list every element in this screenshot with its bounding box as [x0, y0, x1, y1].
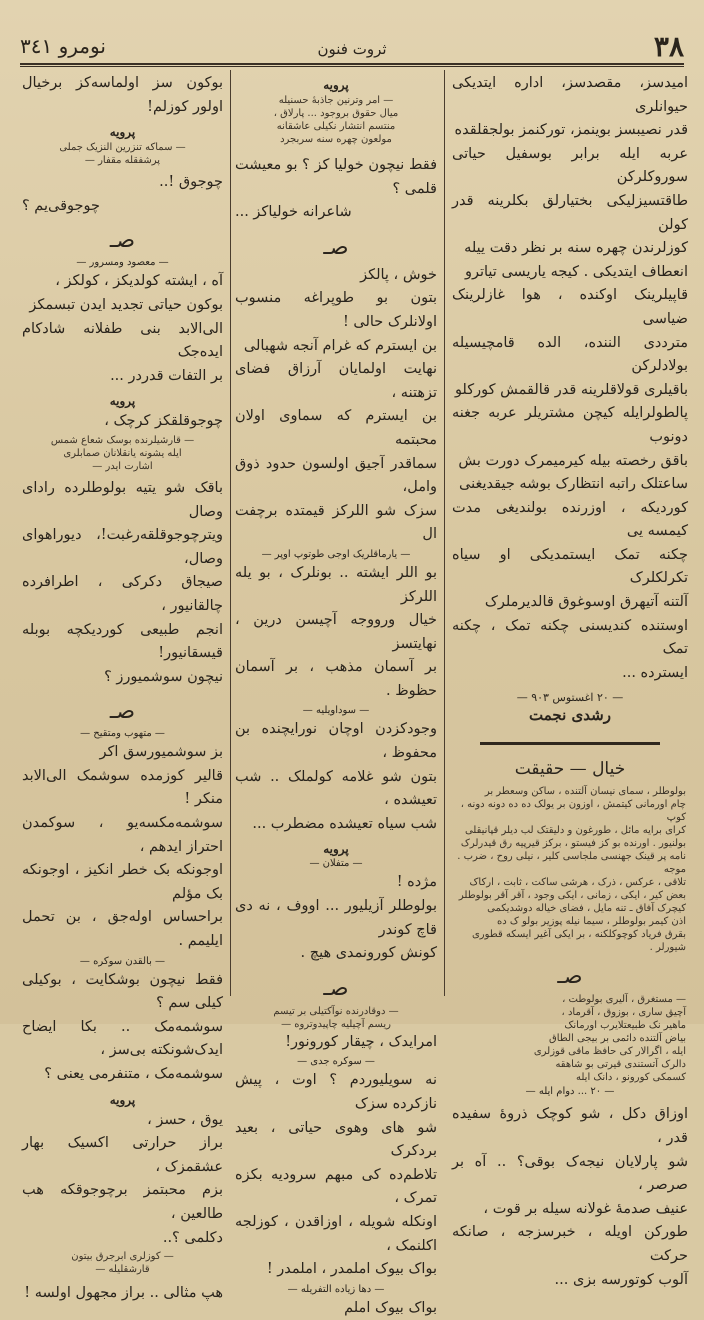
- verse-line: مژده !: [396, 874, 437, 891]
- text-line: ایسترده ...: [622, 664, 688, 681]
- verse-line: عنیف صدمهٔ غولانه سیله بر قوت ،: [483, 1200, 688, 1217]
- speaker-glyph: صـ: [323, 975, 349, 1001]
- stanza-credit: [450, 993, 690, 1084]
- verse-line: چوجوق !..: [159, 174, 223, 191]
- credit-line: دالرک آتستندی قیرتی بو شاهقه: [555, 1059, 686, 1071]
- ornament-glyph: صـ: [557, 964, 583, 990]
- stage-direction: — امر وترنین جاذبهٔ حسنیله: [278, 95, 394, 106]
- page-header: [20, 28, 684, 62]
- credit-line: ایله ، اگرالار کی حافظ ماقی قوزلری: [533, 1046, 686, 1058]
- stage-direction: — دوقادرنده نوآکتیلی بر تیسم: [273, 1005, 399, 1017]
- stage-direction: قارشقلیله —: [95, 1264, 150, 1276]
- stage-direction: ریسم آچیلیه چاپیدوتروه —: [281, 1018, 391, 1030]
- verse-line: یوق ، حسز ،: [147, 1111, 223, 1128]
- verse-line: نیچون سوشمیورز ؟: [104, 668, 223, 685]
- text-line: باقیلری قولاقلرینه قدر قالقمش کورکلو: [454, 381, 688, 398]
- text-line: کوردیکه ، اوزرنده بولندیغی مدت کیمسه یی: [452, 499, 688, 540]
- verse-line: بولوطلر آزیلیور ... اووف ، نه دی قاچ کوندر: [235, 898, 437, 938]
- verse-line: آه ، ایشته کولدیکز ، کولکز ،: [55, 273, 223, 290]
- verse-line: بن ایسترم که سماوی اولان محبتمه: [235, 408, 437, 448]
- verse-line: هپ مثالی .. براز مجهول اولسه !: [24, 1285, 223, 1302]
- stage-direction: — سوداویلیه —: [302, 705, 370, 717]
- header-rule-thin: [20, 66, 684, 67]
- text-line: عربه ایله برابر بوسفیل حیاتی سوروکلرکن: [452, 145, 688, 186]
- stage-direction: — بالقدن سوکره —: [79, 955, 166, 967]
- verse-line: اونکله شویله ، اوزاقدن ، کوزلجه اکلنمک ،: [235, 1213, 437, 1254]
- column-divider-right: [444, 70, 445, 996]
- verse-line: بر التفات قدردر ...: [110, 367, 223, 384]
- verse-line: نهایت اولمایان آرزاق فضای تزهتنه ،: [235, 361, 437, 401]
- speaker-label: پرویه: [109, 1092, 136, 1107]
- verse-line: دکلمی ؟..: [162, 1229, 223, 1246]
- verse-line: اوزاق دکل ، شو کوچک ذروهٔ سفیده قدر ،: [452, 1106, 688, 1147]
- epigraph-line: چام اورمانی کیتمش ، اوزون بر یولک ده ده دونه دونه ، کوپ: [460, 799, 686, 824]
- author-signature: رشدی نجمت: [529, 706, 611, 725]
- stage-direction: — دها زیاده التفریله —: [287, 1283, 385, 1295]
- stage-direction: — متفلان —: [309, 858, 363, 870]
- verse-line: خوش ، پالکز: [360, 266, 437, 283]
- stage-direction: — کوزلری ابرجرق بیتون: [71, 1251, 174, 1263]
- poem-title: خیال — حقیقت: [514, 759, 626, 780]
- verse-line: بزم محبتمز برچوجوقکه هب طالعین ،: [22, 1182, 223, 1222]
- verse-line: فقط نیچون خولیا کز ؟ بو معیشت قلمی ؟: [235, 157, 437, 197]
- text-line: امیدسز، مقصدسز، اداره ایتدیکی حیوانلری: [452, 75, 688, 115]
- page-number: ٣٨: [653, 30, 684, 63]
- verse-line: شو پارلایان نیجه‌ک بوقی؟ .. آه بر صرصر ،: [452, 1153, 688, 1194]
- verse-line: آلوب کوتورسه بزی ...: [554, 1271, 688, 1288]
- epigraph-line: بقرق فریاد کوچوکلکنه ، بر ایکی آغیر ایسکه قطوری: [471, 929, 686, 941]
- stage-direction: میال حقوق بروجود ... پارلاق ،: [273, 108, 399, 119]
- text-line: طاقتسیزلیکی بختیارلق بکلرینه قدر کولن: [452, 192, 688, 233]
- verse-line: بواک بیوک املم: [344, 1299, 437, 1316]
- text-line: قاپیلرینک اوکنده ، هوا غازلرینک ضیاسی: [452, 287, 688, 327]
- verse-line: خیال ورووجه آچیسن درین ، نهایتسز: [235, 612, 437, 652]
- section-rule: [480, 742, 660, 745]
- epigraph: [450, 785, 690, 954]
- story-text: [450, 72, 690, 685]
- verse-line: براحساس اوله‌جق ، بن تحمل ایلیمم .: [22, 909, 223, 950]
- epigraph-line: نامه پر قینک جهنسی ملجاسی کلیر ، نیلی روح ، ضرب . موجه: [457, 851, 686, 876]
- verse-line: وجودکزدن اوچان نورایچنده بن محفوظ ،: [235, 721, 437, 762]
- speaker-glyph: صـ: [323, 234, 349, 260]
- verse-line: الی‌الابد بنی طفلانه شادکام ایده‌جک: [22, 320, 223, 361]
- epigraph-line: بولوطلر ، سمای نیسان آلتنده ، ساکن وسعطر بر: [484, 786, 686, 798]
- speaker-label: پرویه: [109, 394, 136, 409]
- text-line: اوستنده کندیسنی چکنه تمک ، چکنه تمک: [452, 617, 688, 658]
- verse-line: شاعرانه خولیاکز ...: [235, 204, 352, 221]
- epigraph-line: اذن کیمر بولوطلر ، سیما نیله پوزیر بولو ک ده: [496, 916, 686, 928]
- verse-line: بز سوشمیورسق اکر: [99, 744, 223, 761]
- text-line: کوزلرندن چهره سنه بر نظر دقت ییله: [464, 240, 688, 257]
- stage-direction: — متهوب ومتقیح —: [80, 728, 165, 740]
- verse-line: سزک شو اللرکز قیمتده برچفت ال: [235, 502, 437, 543]
- stage-direction: ایله یشونه یانقلانان صمابلری: [63, 447, 182, 459]
- verse-line: سماقدر آجیق اولسون حدود ذوق وامل،: [235, 455, 437, 496]
- verse-line: امرایدک ، چیقار کورونور!: [285, 1033, 437, 1050]
- verse-line: سوشمه‌مکسه‌یو ، سوکمدن احتراز ایدهم ،: [22, 815, 223, 855]
- verse-line: چوجوقی‌یم ؟: [22, 197, 100, 214]
- journal-title: ثروت فنون: [317, 40, 387, 58]
- verse-line: طورکن اویله ، خبرسزجه ، صانکه حرکت: [452, 1224, 688, 1264]
- text-line: انعطاف ایتدیکی . کیجه یاریسی تیاترو: [464, 263, 688, 280]
- credit-line: آچیق ساری ، بوزوق ، آقرماد ،: [561, 1007, 686, 1019]
- credit-line: — مستغرق ، آلیری بولوطت ،: [562, 994, 686, 1006]
- text-line: آلتنه آتیهرق اوسوغوق قالدیرملرک: [484, 594, 688, 611]
- credit-line: ماهیر نک طبیعتلایرب اورمانک: [564, 1020, 686, 1032]
- speaker-label: پرویه: [323, 842, 349, 857]
- header-rule: [20, 63, 684, 65]
- text-line: مترددی الننده، الده قامچیسیله بولادلرکن: [452, 334, 688, 375]
- speaker-label: پرویه: [109, 125, 136, 140]
- text-line: باقق رخصته بیله کیرمیمرک دورت بش: [458, 452, 688, 469]
- verse-line: باقک شو یتیه بولوطلرده رادای وصال: [22, 479, 223, 520]
- stage-direction: — یارماقلریک اوجی طوتوپ اوپر —: [261, 548, 411, 560]
- verse-line: بو اللر ایشته .. بونلرک ، بو یله اللرکز: [235, 564, 437, 605]
- verse-line: اوجونکه بک خطر انکیز ، اوجونکه بک مؤلم: [22, 862, 223, 902]
- credit-line: کسمکی کورونو ، دانک ایله: [576, 1072, 686, 1084]
- verse-line: شب سیاه تعیشده مضطرب ...: [252, 815, 437, 832]
- speaker-glyph: صـ: [109, 699, 136, 725]
- text-line: ساعتلک راتبه انتظارک بوشه جیقدیغنی: [459, 476, 688, 493]
- verse-line: نه سویلیوردم ؟ اوت ، پیش نازکرده سزک: [235, 1072, 437, 1112]
- stage-direction: مولعون چهره سنه سربجرد: [280, 134, 392, 145]
- stage-direction: — معصود ومسرور —: [76, 257, 169, 269]
- verse-line: چوجوقلقکز کرچک ،: [104, 413, 223, 430]
- epigraph-line: تلاقی ، عرکس ، ذرک ، هرشی ساکت ، ثابت ، ارکاک: [469, 877, 686, 889]
- speaker-label: پرویه: [323, 78, 349, 92]
- verse-line: شو های وهوی حیاتی ، بعید بردکرک: [235, 1119, 437, 1160]
- verse-line: سوشمه‌مک .. بکا ایضاح ایدک‌شونکته بی‌سز ،: [22, 1018, 223, 1059]
- verse-line: بوکون سز اولماسه‌کز برخیال اولور کوزلم!: [22, 75, 223, 115]
- epigraph-line: شیورلر .: [649, 942, 686, 954]
- verse-line: بتون بو طوپراغه منسوب اولانلرک حالی !: [235, 290, 437, 330]
- verse-line: قالیر کوزمده سوشمک الی‌الابد منکر !: [22, 767, 223, 808]
- verse-line: انجم طبیعی کوردیکچه بوبله قیسقانیور!: [22, 621, 223, 662]
- epigraph-line: کرای برایه مائل ، طورغون و دلیقتک لب دیلر قپانیقلی: [464, 825, 686, 837]
- stage-direction: — سماکه تنزرین النزیک جملی: [59, 142, 186, 154]
- verse-line: تلاطم‌ده کی مبهم سرودیه بکزه تمرک ،: [235, 1166, 437, 1207]
- column-left: [20, 72, 225, 1302]
- column-middle: [233, 72, 439, 1316]
- verse-line: بن ایسترم که غرام آنجه شهبالی: [243, 337, 437, 354]
- verse-line: بواک بیوک املمدر ، املمدر !: [266, 1261, 437, 1278]
- credit-line: بیاض آلتنده دائمی بر بیجی الطاق: [548, 1033, 686, 1045]
- speaker-glyph: صـ: [109, 228, 136, 254]
- stage-direction: منتسم انتشار نکیلی عاشقانه: [276, 121, 396, 132]
- column-divider-left: [230, 70, 231, 996]
- epigraph-line: بولنیور . اورنده بو کز فیستو ، برکز قیرپیه رق قیدرلرک: [460, 838, 686, 850]
- verse-line: بوکون حیاتی تجدید ایدن تبسمکز: [29, 296, 223, 313]
- stage-direction: — قارشیلرنده بوسک شعاع شمس: [50, 434, 195, 446]
- issue-number: نومرو ٣٤١: [20, 34, 106, 58]
- verse-line: فقط نیچون بوشکایت ، بوکیلی کیلی سم ؟: [22, 971, 223, 1012]
- text-line: پالطولرایله کیچن مشتریلر عربه جغنه دونوب: [452, 405, 688, 445]
- stanza-date: — ٢٠ ... دوام ایله —: [525, 1086, 615, 1098]
- text-line: قدر نصیبسز بوینمز، تورکنمز بولجقلقده: [454, 122, 688, 139]
- verse-line: سوشمه‌مک ، متنفرمی یعنی ؟: [44, 1066, 223, 1082]
- verse-line: بتون شو غلامه کولملک .. شب تعیشده ،: [235, 768, 437, 809]
- verse-line: کونش کورونمدی هیچ .: [300, 945, 437, 962]
- stage-direction: اشارت ایدر —: [92, 460, 153, 472]
- verse-line: بر آسمان مذهب ، بر آسمان حظوظ .: [235, 659, 437, 699]
- verse-line: براز حرارتی اکسیک بهار عشقمزک ،: [22, 1135, 223, 1175]
- story-date: — ٢٠ اغستوس ٩٠٣ —: [516, 691, 624, 705]
- verse-line: صیجاق دکرکی ، اطرافرده چالقانیور ،: [22, 574, 223, 614]
- column-right: [450, 72, 690, 1288]
- text-line: چکنه تمک ایستمدیکی او سیاه تکرلکلرک: [452, 546, 688, 587]
- verse-line: ویترچوجوقلقه‌رغبت!، دیوراهوای وصال،: [22, 527, 223, 567]
- poem-lines: [450, 1103, 690, 1292]
- epigraph-line: کیچرک آفاق ـ تنه مایل ، فضای خیاله دوشدیکمی: [487, 903, 686, 915]
- epigraph-line: بعض کیر ، ایکی ، زمانی ، ایکی وجود ، آقر آقر بولوطلر: [458, 890, 686, 902]
- stage-direction: پرشفقله مقفار —: [84, 155, 161, 167]
- stage-direction: — سوکره جدی —: [297, 1056, 375, 1068]
